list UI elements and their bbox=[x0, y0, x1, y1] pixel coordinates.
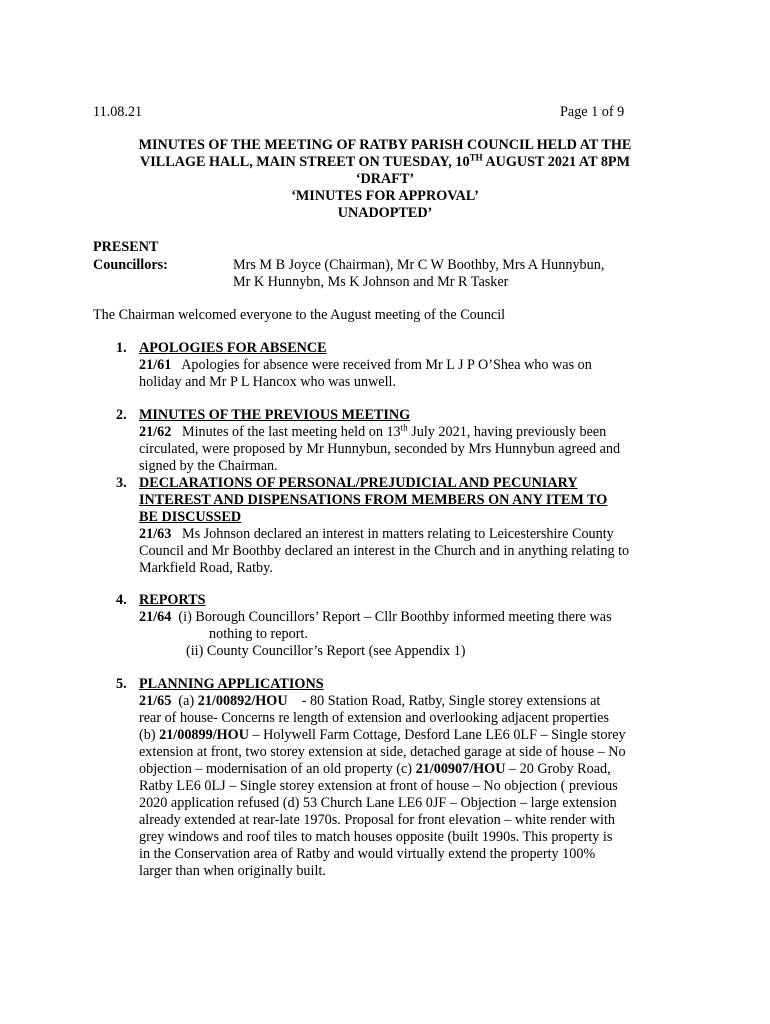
item-1 bbox=[139, 340, 684, 391]
item-4-number: 4. bbox=[116, 592, 127, 608]
item-5-application-a: 21/00892/HOU bbox=[197, 693, 288, 709]
item-5-ref: 21/65 bbox=[139, 693, 172, 709]
item-2-line-3: signed by the Chairman. bbox=[139, 458, 278, 474]
title-line-2-tail: AUGUST 2021 AT 8PM bbox=[482, 154, 630, 170]
item-5-line-3 bbox=[139, 727, 684, 744]
item-5-line-6: Ratby LE6 0LJ – Single storey extension at front of house – No objection ( previous bbox=[139, 778, 618, 794]
item-2-superscript: th bbox=[400, 422, 408, 433]
item-2-ref: 21/62 bbox=[139, 424, 172, 440]
title-line-4: ‘MINUTES FOR APPROVAL’ bbox=[291, 188, 479, 204]
item-5-l5-text: – 20 Groby Road, bbox=[505, 761, 611, 777]
item-2-text: Minutes of the last meeting held on 13 bbox=[181, 424, 401, 440]
item-2-line-1 bbox=[139, 424, 684, 441]
item-4-heading: REPORTS bbox=[139, 592, 206, 608]
item-5-line-9: grey windows and roof tiles to match houses opposite (built 1990s. This property is bbox=[139, 829, 613, 845]
item-1-line-2: holiday and Mr P L Hancox who was unwell. bbox=[139, 374, 397, 390]
item-2 bbox=[139, 407, 684, 475]
title-line-2-text: VILLAGE HALL, MAIN STREET ON TUESDAY, 10 bbox=[140, 154, 470, 170]
item-3-line-1 bbox=[139, 526, 684, 543]
item-5-line-10: in the Conservation area of Ratby and would virtually extend the property 100% bbox=[139, 846, 596, 862]
item-5-heading: PLANNING APPLICATIONS bbox=[139, 676, 324, 692]
title-line-1: MINUTES OF THE MEETING OF RATBY PARISH COUNCIL HELD AT THE bbox=[138, 137, 632, 153]
item-5-l1-text: - 80 Station Road, Ratby, Single storey extensions at bbox=[287, 693, 601, 709]
item-5-line-4: extension at front, two storey extension at side, detached garage at side of house – No bbox=[139, 744, 626, 760]
item-1-number: 1. bbox=[116, 340, 127, 356]
title-superscript: TH bbox=[469, 152, 483, 163]
item-4-line-2: nothing to report. bbox=[209, 626, 308, 642]
item-2-text-tail: July 2021, having previously been bbox=[407, 424, 607, 440]
item-3 bbox=[139, 475, 684, 577]
councillors-names-line-1: Mrs M B Joyce (Chairman), Mr C W Boothby, Mrs A Hunnybun, bbox=[233, 257, 605, 273]
header-page-number: Page 1 of 9 bbox=[560, 104, 625, 120]
item-2-heading: MINUTES OF THE PREVIOUS MEETING bbox=[139, 407, 411, 423]
item-5-line-1 bbox=[139, 693, 684, 710]
item-1-ref: 21/61 bbox=[139, 357, 172, 373]
item-5-line-8: already extended at rear-late 1970s. Proposal for front elevation – white render with bbox=[139, 812, 616, 828]
item-1-line-1 bbox=[139, 357, 684, 374]
item-5-l3-prefix: (b) bbox=[139, 727, 160, 743]
present-heading: PRESENT bbox=[93, 239, 159, 255]
item-2-line-2: circulated, were proposed by Mr Hunnybun, seconded by Mrs Hunnybun agreed and bbox=[139, 441, 621, 457]
item-5-application-c: 21/00907/HOU bbox=[415, 761, 506, 777]
councillors-label: Councillors: bbox=[93, 257, 168, 273]
document-title bbox=[60, 137, 710, 222]
item-1-text: Apologies for absence were received from Mr L J P O’Shea who was on bbox=[181, 357, 592, 373]
item-5-line-11: larger than when originally built. bbox=[139, 863, 326, 879]
item-4-line-1 bbox=[139, 609, 684, 626]
welcome-text: The Chairman welcomed everyone to the August meeting of the Council bbox=[93, 307, 506, 323]
item-3-heading-3: BE DISCUSSED bbox=[139, 509, 242, 525]
title-line-3: ‘DRAFT’ bbox=[355, 171, 415, 187]
item-4-line-3: (ii) County Councillor’s Report (see Appendix 1) bbox=[186, 643, 466, 659]
item-3-line-3: Markfield Road, Ratby. bbox=[139, 560, 273, 576]
item-5-line-7: 2020 application refused (d) 53 Church Lane LE6 0JF – Objection – large extension bbox=[139, 795, 617, 811]
item-3-line-2: Council and Mr Boothby declared an interest in the Church and in anything relating to bbox=[139, 543, 630, 559]
item-4-ref: 21/64 bbox=[139, 609, 172, 625]
item-3-ref: 21/63 bbox=[139, 526, 172, 542]
header-date: 11.08.21 bbox=[93, 104, 143, 120]
item-5-l3-text: – Holywell Farm Cottage, Desford Lane LE6 0LF – Single storey bbox=[248, 727, 626, 743]
title-line-5: UNADOPTED’ bbox=[337, 205, 433, 221]
item-5-l1-prefix: (a) bbox=[178, 693, 198, 709]
item-5-l5-prefix: objection – modernisation of an old property (c) bbox=[139, 761, 416, 777]
title-line-2 bbox=[60, 154, 710, 171]
item-3-heading-2: INTEREST AND DISPENSATIONS FROM MEMBERS ON ANY ITEM TO bbox=[139, 492, 608, 508]
item-4 bbox=[139, 592, 684, 660]
item-3-number: 3. bbox=[116, 475, 127, 491]
councillors-names bbox=[233, 257, 673, 291]
item-5-application-b: 21/00899/HOU bbox=[159, 727, 249, 743]
item-5-line-5 bbox=[139, 761, 684, 778]
item-5-line-2: rear of house- Concerns re length of extension and overlooking adjacent properties bbox=[139, 710, 609, 726]
item-3-heading-1: DECLARATIONS OF PERSONAL/PREJUDICIAL AND PECUNIARY bbox=[139, 475, 578, 491]
item-2-number: 2. bbox=[116, 407, 127, 423]
item-5 bbox=[139, 676, 684, 880]
item-4-sub-1: (i) Borough Councillors’ Report – Cllr Boothby informed meeting there was bbox=[178, 609, 612, 625]
councillors-names-line-2: Mr K Hunnybn, Ms K Johnson and Mr R Tasker bbox=[233, 274, 509, 290]
item-1-heading: APOLOGIES FOR ABSENCE bbox=[139, 340, 327, 356]
item-3-text: Ms Johnson declared an interest in matters relating to Leicestershire County bbox=[181, 526, 614, 542]
item-5-number: 5. bbox=[116, 676, 127, 692]
